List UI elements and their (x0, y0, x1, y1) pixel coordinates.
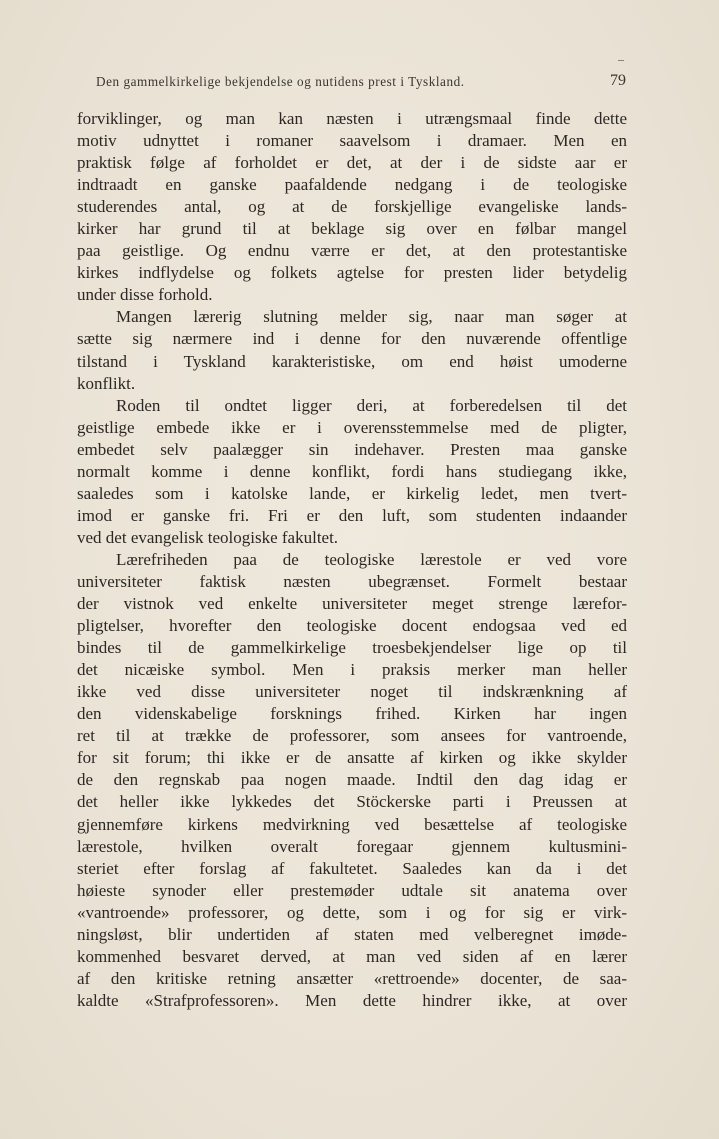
page-number: 79 (610, 72, 626, 89)
text-line: indtraadt en ganske paafaldende nedgang i de teologiske (77, 175, 627, 195)
text-line: praktisk følge af forholdet er det, at der i de sidste aar er (77, 153, 627, 173)
text-line: det heller ikke lykkedes det Stöckerske parti i Preussen at (77, 792, 627, 812)
text-line: de den regnskab paa nogen maade. Indtil den dag idag er (77, 770, 627, 790)
printer-mark (618, 60, 624, 61)
text-line: ret til at trække de professorer, som ansees for vantroende, (77, 726, 627, 746)
text-line: konflikt. (77, 373, 136, 393)
text-line: embedet selv paalægger sin indehaver. Presten maa ganske (77, 439, 627, 459)
text-line: Roden til ondtet ligger deri, at forberedelsen til det (116, 395, 627, 415)
text-line: for sit forum; thi ikke er de ansatte af kirken og ikke skylder (77, 748, 627, 768)
text-line: sætte sig nærmere ind i denne for den nuværende offentlige (77, 329, 627, 349)
text-line: ningsløst, blir undertiden af staten med velberegnet imøde- (77, 924, 627, 944)
running-header (96, 74, 626, 96)
running-title: Den gammelkirkelige bekjendelse og nutidens prest i Tyskland. (96, 74, 465, 89)
text-line: ikke ved disse universiteter noget til indskrænkning af (77, 682, 627, 702)
text-line: høieste synoder eller prestemøder udtale sit anatema over (77, 880, 627, 900)
text-line: gjennemføre kirkens medvirkning ved besættelse af teologiske (77, 814, 627, 834)
text-line: bindes til de gammelkirkelige troesbekjendelser lige op til (77, 638, 627, 658)
text-line: Mangen lærerig slutning melder sig, naar man søger at (116, 307, 627, 327)
text-line: normalt komme i denne konflikt, fordi hans studiegang ikke, (77, 461, 627, 481)
text-line: studerendes antal, og at de forskjellige evangeliske lands- (77, 197, 627, 217)
text-line: motiv udnyttet i romaner saavelsom i dramaer. Men en (77, 131, 627, 151)
text-line: tilstand i Tyskland karakteristiske, om end høist umoderne (77, 351, 627, 371)
text-line: kirkes indflydelse og folkets agtelse for presten lider betydelig (77, 263, 627, 283)
text-line: paa geistlige. Og endnu værre er det, at den protestantiske (77, 241, 627, 261)
text-line: ved det evangelisk teologiske fakultet. (77, 527, 339, 547)
text-line: kommenhed besvaret derved, at man ved siden af en lærer (77, 946, 627, 966)
text-line: af den kritiske retning ansætter «rettroende» docenter, de saa- (77, 968, 627, 988)
text-line: geistlige embede ikke er i overensstemmelse med de pligter, (77, 417, 627, 437)
text-line: kirker har grund til at beklage sig over en følbar mangel (77, 219, 627, 239)
text-line: pligtelser, hvorefter den teologiske docent endogsaa ved ed (77, 616, 627, 636)
text-line: den videnskabelige forsknings frihed. Kirken har ingen (77, 704, 627, 724)
text-line: «vantroende» professorer, og dette, som i og for sig er virk- (77, 902, 627, 922)
text-line: der vistnok ved enkelte universiteter meget strenge lærefor- (77, 594, 627, 614)
text-line: saaledes som i katolske lande, er kirkelig ledet, men tvert- (77, 483, 627, 503)
body-text (77, 108, 627, 1012)
text-line: steriet efter forslag af fakultetet. Saaledes kan da i det (77, 858, 627, 878)
text-line: kaldte «Strafprofessoren». Men dette hindrer ikke, at over (77, 990, 627, 1010)
text-line: Lærefriheden paa de teologiske lærestole er ved vore (116, 549, 627, 569)
text-line: det nicæiske symbol. Men i praksis merker man heller (77, 660, 627, 680)
text-line: under disse forhold. (77, 285, 213, 305)
text-line: forviklinger, og man kan næsten i utrængsmaal finde dette (77, 109, 627, 128)
text-line: imod er ganske fri. Fri er den luft, som studenten indaander (77, 505, 627, 525)
text-line: lærestole, hvilken overalt foregaar gjennem kultusmini- (77, 836, 627, 856)
text-line: universiteter faktisk næsten ubegrænset. Formelt bestaar (77, 571, 627, 591)
